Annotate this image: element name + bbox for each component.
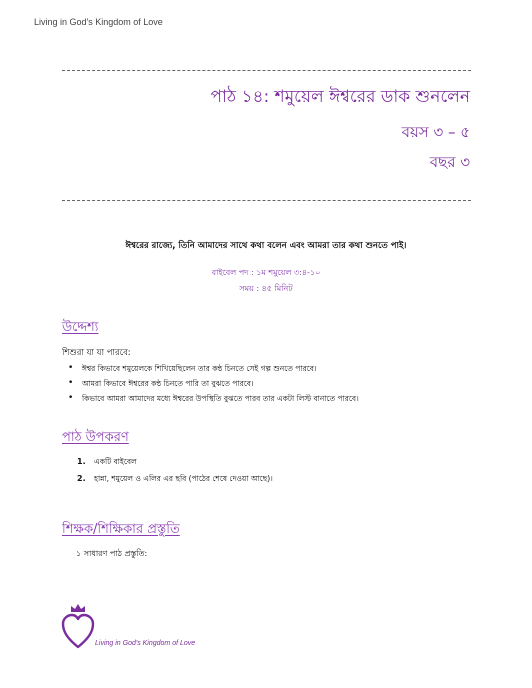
key-verse: ঈশ্বরের রাজ্যে, তিনি আমাদের সাথে কথা বলেন এবং আমরা তার কথা শুনতে পাই। — [125, 241, 407, 251]
bottom-divider — [62, 200, 471, 201]
lesson-time-label: সময় — [239, 284, 254, 293]
objectives-list — [62, 361, 359, 406]
objective-text: আমরা কিভাবে ঈশ্বরের কন্ঠ চিনতে পারি তা বুঝতে পারবে। — [82, 379, 254, 388]
item-number: 1. — [77, 457, 86, 466]
footer-text: Living in God's Kingdom of Love — [95, 640, 196, 647]
bible-reference: বাইবেল পদ : ১ম শমুয়েল ৩:৪-১০ — [211, 268, 321, 277]
age-range: বয়স ৩ – ৫ — [401, 123, 470, 141]
crown-heart-logo-icon — [60, 603, 96, 651]
lesson-title: পাঠ ১৪: শমুয়েল ঈশ্বরের ডাক শুনলেন — [210, 87, 470, 107]
bullet-dot-icon: • — [68, 363, 74, 373]
lesson-year: বছর ৩ — [429, 153, 470, 171]
list-item — [62, 376, 359, 391]
running-header: Living in God's Kingdom of Love — [34, 17, 163, 27]
list-item — [62, 391, 359, 406]
materials-list — [62, 453, 273, 487]
preparation-subheading: ১ সাধারণ পাঠ প্রস্তুতি: — [76, 549, 148, 558]
objectives-intro: শিশুরা যা যা পারবে: — [62, 348, 131, 358]
material-text: একটি বাইবেল — [94, 457, 137, 466]
bible-reference-value: ১ম শমুয়েল ৩:৪-১০ — [256, 268, 321, 277]
list-item — [62, 361, 359, 376]
objective-text: কিভাবে আমরা আমাদের মধ্যে ঈশ্বরের উপস্থিতি বুঝতে পারব তার একটা লিস্ট বানাতে পারবে। — [82, 394, 359, 403]
materials-heading: পাঠ উপকরণ — [62, 430, 129, 445]
lesson-time: সময় : ৪৫ মিনিট — [239, 284, 293, 293]
objectives-heading: উদ্দেশ্য — [62, 320, 99, 335]
top-divider — [62, 70, 471, 71]
bullet-dot-icon: • — [68, 378, 74, 388]
item-number: 2. — [77, 474, 86, 483]
list-item — [62, 453, 273, 470]
lesson-time-value: ৪৫ মিনিট — [261, 284, 293, 293]
objective-text: ঈশ্বর কিভাবে শমুয়েলকে শিখিয়েছিলেন তার কন্ঠ চিনতে সেই গল্প শুনতে পারবে। — [82, 364, 317, 373]
bible-reference-label: বাইবেল পদ — [211, 268, 249, 277]
preparation-heading: শিক্ষক/শিক্ষিকার প্রস্তুতি — [62, 522, 180, 537]
bullet-dot-icon: • — [68, 393, 74, 403]
material-text: হান্না, শমুয়েল ও এলির এর ছবি (পাঠের শেষে দেওয়া আছে)। — [94, 474, 273, 483]
list-item — [62, 470, 273, 487]
